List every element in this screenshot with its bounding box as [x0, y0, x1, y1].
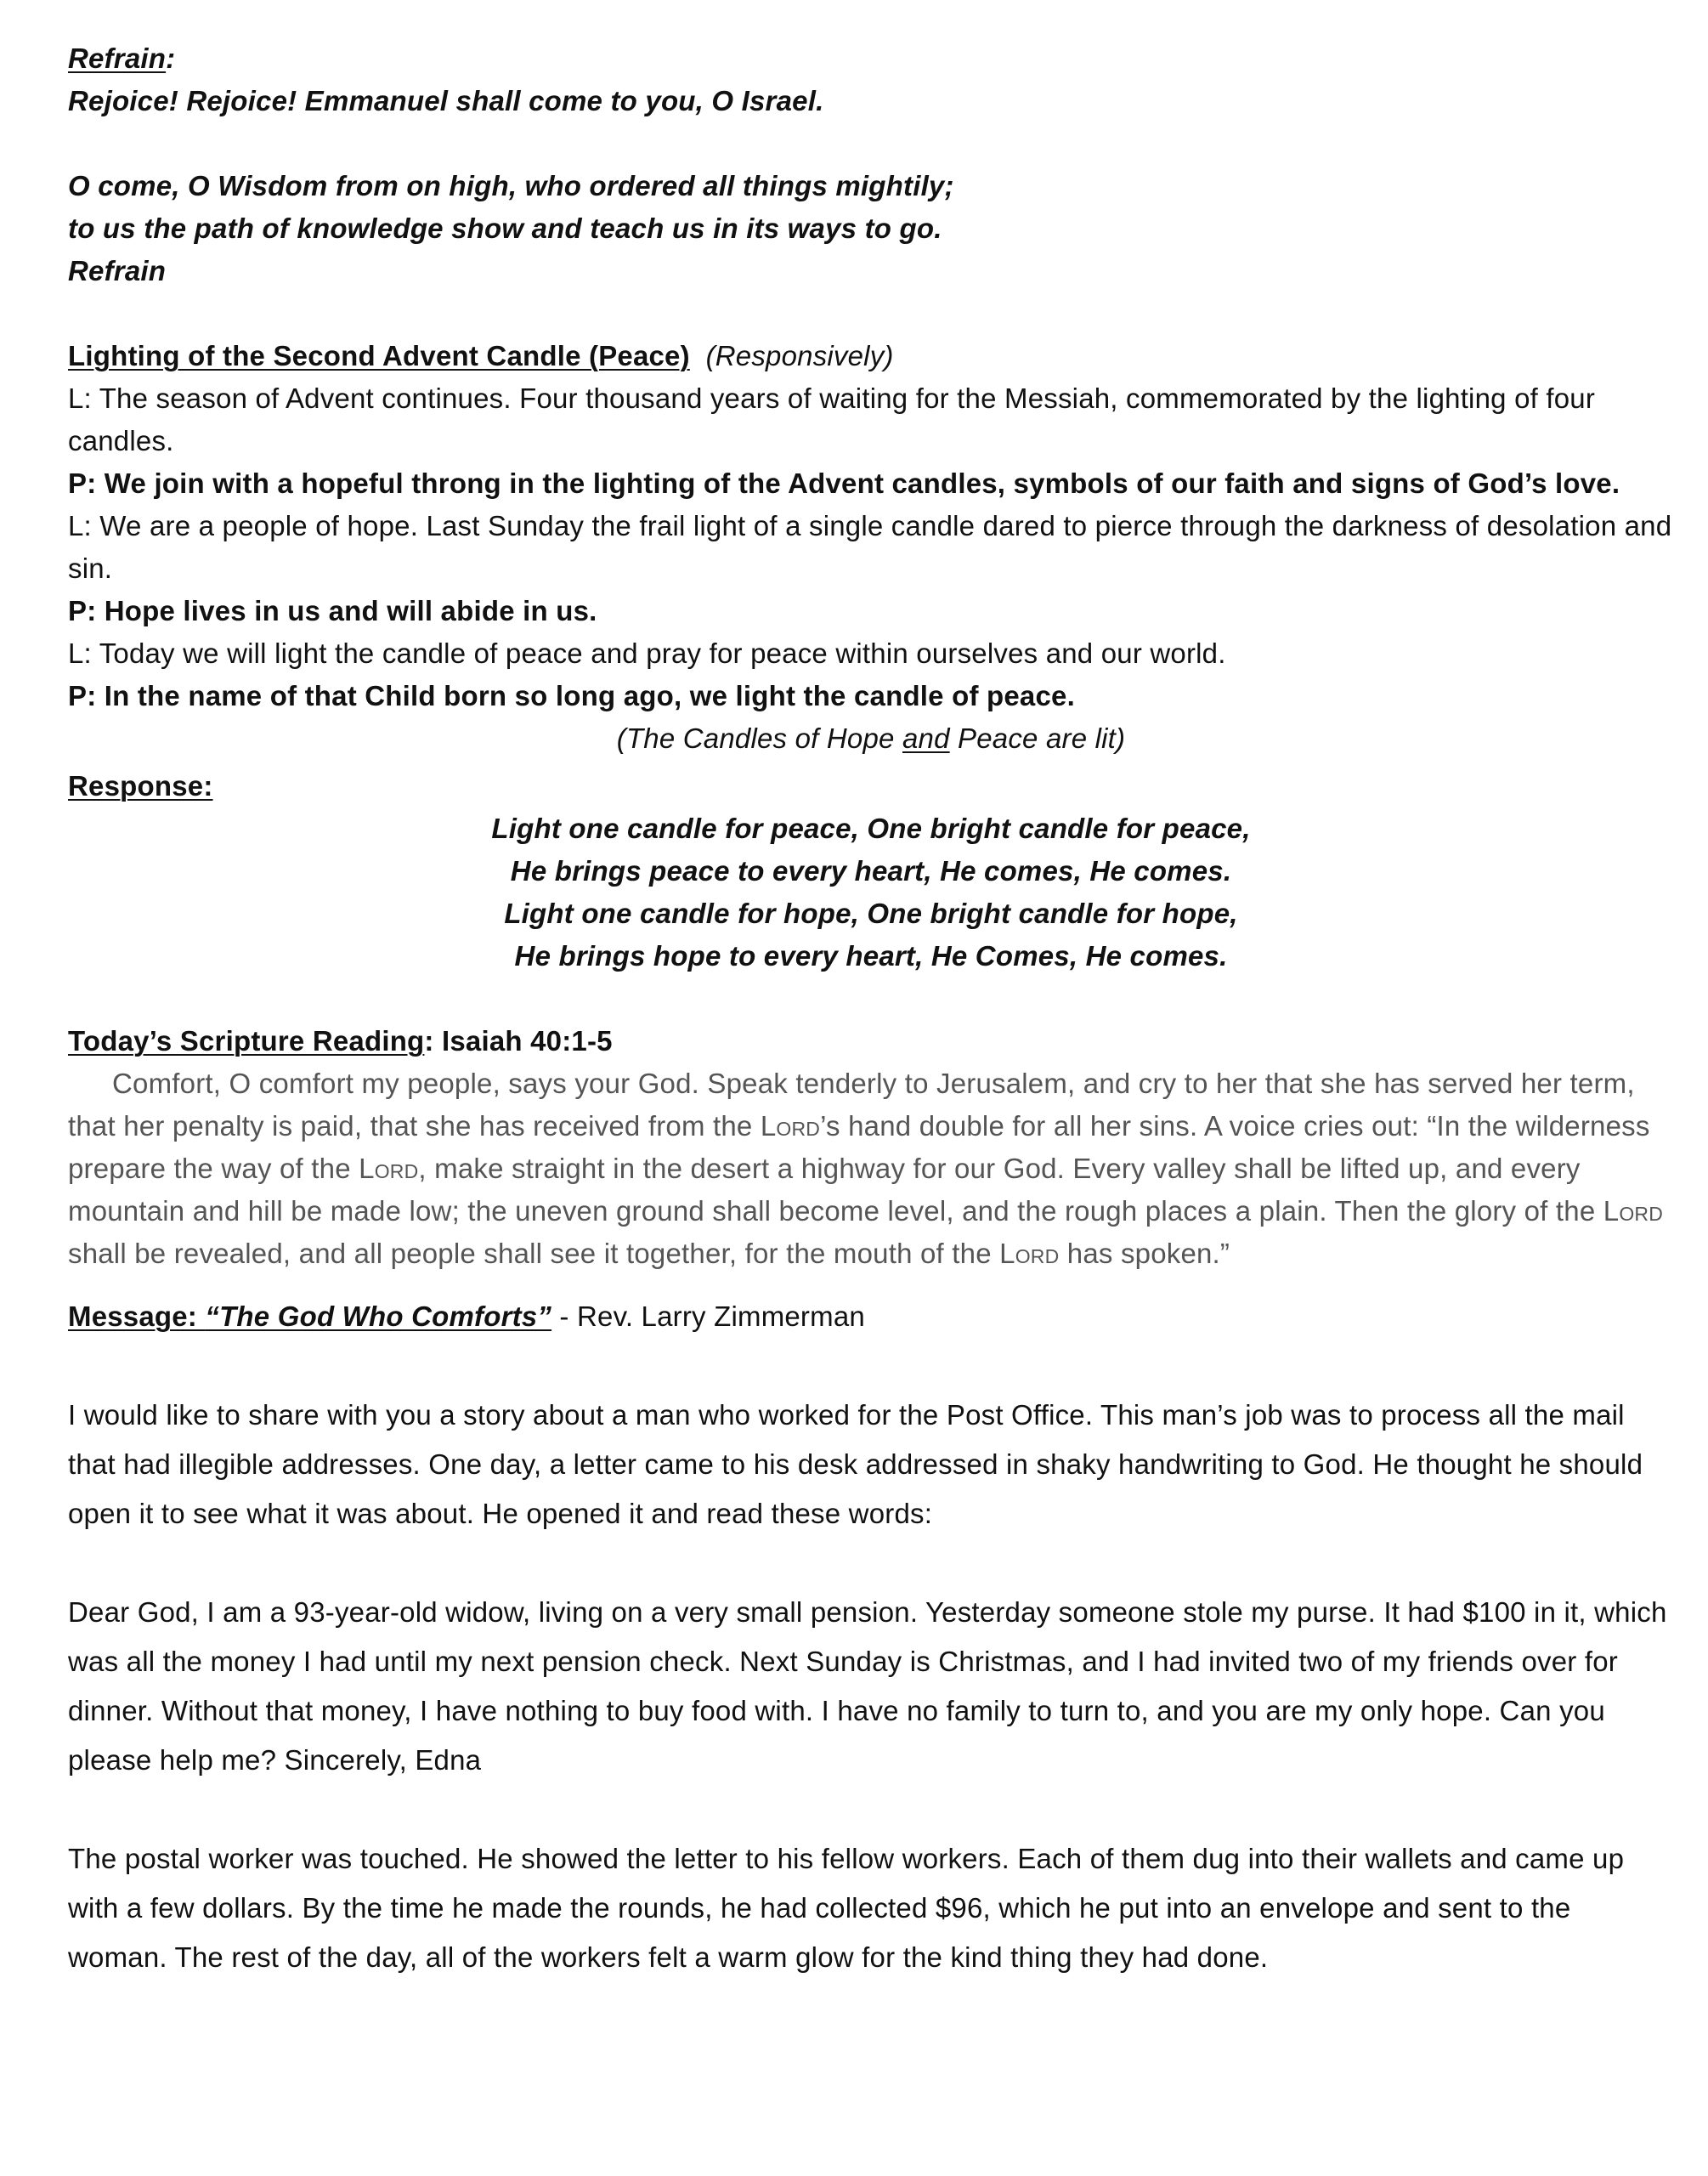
response-line-2: He brings peace to every heart, He comes, He comes. — [510, 855, 1232, 887]
candle-lighting-section — [68, 335, 1674, 760]
response-line-3: Light one candle for hope, One bright candle for hope, — [504, 898, 1238, 929]
hymn-section — [68, 37, 1674, 292]
scripture-heading: Today’s Scripture Reading — [68, 1025, 425, 1057]
scripture-heading-row — [68, 1020, 1674, 1062]
message-label: Message: — [68, 1300, 206, 1332]
spacer — [68, 1785, 1674, 1834]
sermon-paragraph-3: The postal worker was touched. He showed the letter to his fellow workers. Each of them dug into their wallets and came up with a few dollars. By the time he made the rounds, he had collected $96, which he put into an envelope and sent to the woman. The rest of the day, all of the workers felt a warm glow for the kind thing they had done. — [68, 1843, 1625, 1973]
scripture-text — [68, 1062, 1674, 1275]
verse-line-2: to us the path of knowledge show and teach us in its ways to go. — [68, 212, 942, 244]
lord-smallcaps: Lord — [760, 1110, 821, 1142]
refrain-heading — [68, 37, 1674, 80]
spacer — [68, 1538, 1674, 1588]
people-line-2: P: Hope lives in us and will abide in us. — [68, 595, 597, 626]
candle-lighting-heading-row — [68, 335, 1674, 377]
sermon-paragraph-2: Dear God, I am a 93-year-old widow, living on a very small pension. Yesterday someone stole my purse. It had $100 in it, which was all the money I had until my next pension check. Next Sunday is Christmas, and I had invited two of my friends over for dinner. Without that money, I have nothing to buy food with. I have no family to turn to, and you are my only hope. Can you please help me? Sincerely, Edna — [68, 1596, 1667, 1776]
scripture-section — [68, 1020, 1674, 1275]
refrain-text: Rejoice! Rejoice! Emmanuel shall come to you, O Israel. — [68, 85, 824, 116]
scripture-text-part: Comfort, O comfort my people, says your God. Speak tenderly to Jerusalem, and cry to her that she has served her term, that her penalty is paid, that she has received from the — [68, 1068, 1635, 1142]
spacer — [68, 122, 1674, 165]
stage-direction-and: and — [902, 722, 950, 754]
scripture-text-part: ’s hand double for all her sins. A voice cries out: “In the wilderness prepare the way of the — [68, 1110, 1650, 1184]
spacer — [68, 978, 1674, 1020]
people-line-3: P: In the name of that Child born so long ago, we light the candle of peace. — [68, 680, 1075, 711]
message-section — [68, 1292, 1674, 1982]
leader-line-1: L: The season of Advent continues. Four thousand years of waiting for the Messiah, commemorated by the lighting of four candles. — [68, 382, 1596, 456]
refrain-heading-text: Refrain — [68, 42, 167, 74]
stage-direction — [68, 717, 1674, 760]
stage-direction-end: Peace are lit) — [949, 722, 1126, 754]
lord-smallcaps: Lord — [999, 1238, 1060, 1269]
message-speaker: - Rev. Larry Zimmerman — [551, 1300, 865, 1332]
leader-line-2: L: We are a people of hope. Last Sunday the frail light of a single candle dared to pierce through the darkness of desolation and sin. — [68, 510, 1672, 584]
message-title: “The God Who Comforts” — [205, 1300, 552, 1332]
lord-smallcaps: Lord — [359, 1153, 419, 1184]
stage-direction-start: (The Candles of Hope — [616, 722, 902, 754]
scripture-text-part: has spoken.” — [1059, 1238, 1230, 1269]
candle-lighting-heading: Lighting of the Second Advent Candle (Peace) — [68, 340, 690, 371]
response-line-4: He brings hope to every heart, He Comes, He comes. — [514, 940, 1228, 972]
spacer — [68, 292, 1674, 335]
scripture-text-part: , make straight in the desert a highway for our God. Every valley shall be lifted up, and every mountain and hill be made low; the uneven ground shall become level, and the rough places a plain. Then the glory of the — [68, 1153, 1603, 1227]
scripture-reference: : Isaiah 40:1-5 — [424, 1025, 613, 1057]
response-line-1: Light one candle for peace, One bright candle for peace, — [491, 813, 1251, 844]
refrain-heading-colon: : — [166, 42, 176, 74]
response-section — [68, 765, 1674, 978]
sermon-paragraph-1: I would like to share with you a story about a man who worked for the Post Office. This man’s job was to process all the mail that had illegible addresses. One day, a letter came to his desk addressed in shaky handwriting to God. He thought he should open it to see what it was about. He opened it and read these words: — [68, 1399, 1643, 1529]
refrain-repeat: Refrain — [68, 255, 167, 286]
lord-smallcaps: Lord — [1603, 1195, 1664, 1227]
leader-line-3: L: Today we will light the candle of peace and pray for peace within ourselves and our world. — [68, 638, 1226, 669]
spacer — [68, 1275, 1674, 1292]
verse-line-1: O come, O Wisdom from on high, who ordered all things mightily; — [68, 170, 954, 201]
scripture-text-part: shall be revealed, and all people shall see it together, for the mouth of the — [68, 1238, 1000, 1269]
response-heading: Response: — [68, 770, 213, 802]
responsively-note: (Responsively) — [705, 340, 894, 371]
spacer — [68, 1341, 1674, 1391]
message-heading-row — [68, 1292, 1674, 1341]
people-line-1: P: We join with a hopeful throng in the lighting of the Advent candles, symbols of our faith and signs of God’s love. — [68, 468, 1620, 499]
